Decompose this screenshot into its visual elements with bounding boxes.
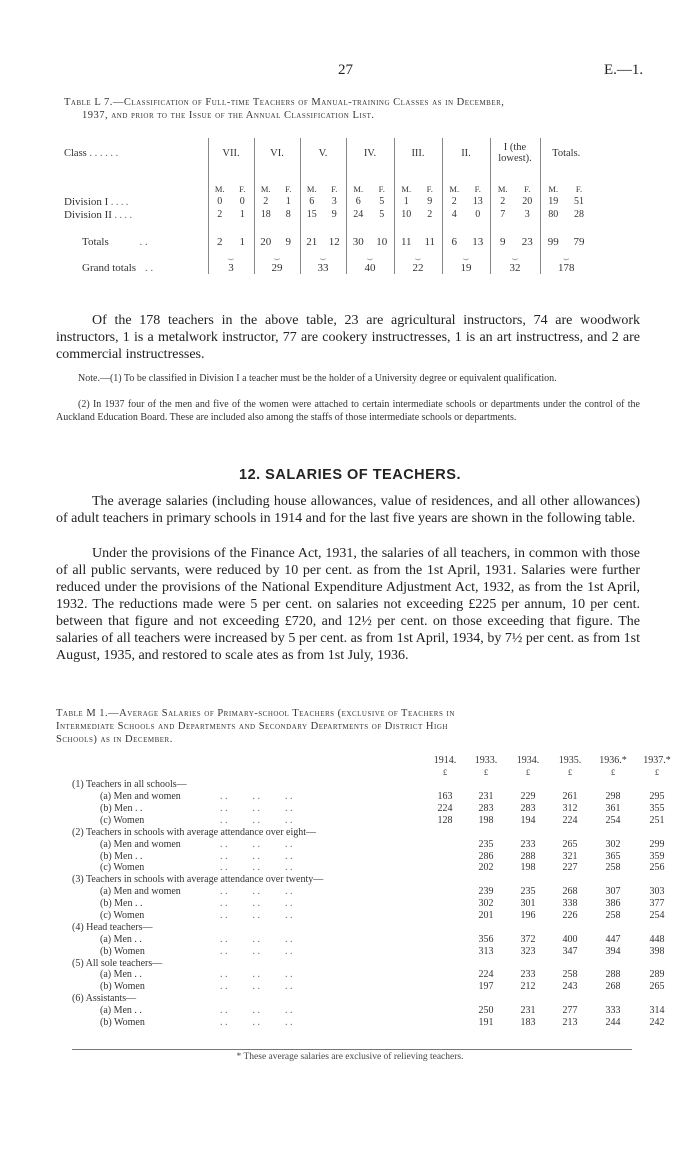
value-cell: 356 (478, 933, 494, 945)
value-cell: 258 (562, 969, 578, 981)
value-cell: 312 (562, 803, 578, 814)
value-cell: 394 (605, 945, 621, 957)
table-row (72, 910, 679, 922)
row-label: Division II . . . . (64, 208, 132, 221)
value-cell: 201 (478, 910, 494, 922)
table-row (72, 981, 679, 993)
group-row (72, 826, 679, 838)
value-cell: 194 (520, 814, 536, 826)
value-cell: 235 (478, 838, 494, 850)
table-row (72, 803, 679, 815)
group-label: (5) All sole teachers— (72, 957, 163, 969)
table2-caption-line2: Intermediate Schools and Departments and Secondary Departments of District High (56, 721, 448, 732)
table1-caption-line1: Table L 7.—Classification of Full-time Teachers of Manual-training Classes as in December, (64, 97, 505, 108)
value-cell: 323 (520, 945, 536, 957)
value-cell (425, 838, 465, 850)
value-cell: 231 (478, 791, 494, 803)
table-row (72, 1017, 679, 1029)
row-label: (c) Women . . . . . . (100, 910, 293, 922)
row-label: (a) Men and women . . . . . . (100, 838, 293, 850)
value-cell: 213 (562, 1017, 578, 1029)
table2-footnote: * These average salaries are exclusive of relieving teachers. (236, 1052, 464, 1062)
value-cell: 372 (520, 933, 536, 945)
value-cell: 386 (605, 898, 621, 910)
table-row (72, 969, 679, 981)
value-cell: 359 (649, 850, 665, 862)
value-cell: 224 (437, 803, 453, 814)
page-number: 27 (338, 62, 353, 78)
table-row (72, 933, 679, 945)
value-cell: 250 (478, 1005, 494, 1017)
value-cell: 198 (478, 814, 494, 826)
value-cell: 302 (605, 838, 621, 850)
class-header: Class . . . . . . (64, 147, 119, 159)
paragraph-teacher-breakdown: Of the 178 teachers in the above table, 23 are agricultural instructors, 74 are woodwork instructors, 1 is a metalwork instructor, 77 are cookery instructresses, 1 is an art instructress, and 2 are commercial instructresses. (56, 313, 640, 362)
value-cell: 447 (605, 933, 621, 945)
value-cell: 289 (649, 969, 665, 981)
group-row (72, 921, 679, 933)
value-cell: 283 (478, 803, 494, 814)
value-cell: 224 (478, 969, 494, 981)
value-cell: 196 (520, 910, 536, 922)
table-row (72, 898, 679, 910)
paragraph-average-salaries: The average salaries (including house allowances, value of residences, and all other allowances) of adult teachers in primary schools in 1914 and for the last five years are shown in the following table. (56, 494, 640, 526)
table2-caption (56, 707, 646, 746)
table-row (72, 838, 679, 850)
table-row (72, 862, 679, 874)
value-cell (425, 1017, 465, 1029)
value-cell: 198 (520, 862, 536, 874)
group-label: (2) Teachers in schools with average attendance over eight— (72, 826, 317, 838)
value-cell: 303 (649, 886, 665, 898)
value-cell (425, 981, 465, 993)
value-cell: 283 (520, 803, 536, 814)
group-row (72, 957, 679, 969)
value-cell: 355 (649, 803, 665, 814)
row-label: (b) Women . . . . . . (100, 1017, 293, 1029)
year-header: 1934. (516, 755, 540, 767)
value-cell: 338 (562, 898, 578, 910)
col-header: VI. (254, 138, 300, 168)
value-cell: 298 (605, 791, 621, 803)
value-cell: 256 (649, 862, 665, 874)
value-cell (425, 933, 465, 945)
classification-table (64, 138, 592, 274)
table-row (72, 886, 679, 898)
mf-header-row: M. F. M. F. M. F. M. F. M. F. M. F. M. F. M. F. (64, 182, 592, 195)
year-header: 1935. (558, 755, 582, 767)
year-header: 1914. (433, 755, 457, 767)
value-cell: 212 (520, 981, 536, 993)
value-cell: 163 (437, 791, 453, 803)
group-label: (4) Head teachers— (72, 921, 153, 933)
value-cell: 227 (562, 862, 578, 874)
value-cell: 243 (562, 981, 578, 993)
value-cell: 268 (605, 981, 621, 993)
value-cell: 288 (605, 969, 621, 981)
table-row: Division I . . . . 0 0 2 1 6 3 6 5 1 9 2 13 2 20 19 51 (64, 195, 584, 208)
value-cell: 254 (649, 910, 665, 922)
row-label: (a) Men . . . . . . . . (100, 969, 293, 981)
table2-caption-line1: Table M 1.—Average Salaries of Primary-school Teachers (exclusive of Teachers in (56, 708, 455, 719)
value-cell: 251 (649, 814, 665, 826)
row-label: (c) Women . . . . . . (100, 862, 293, 874)
value-cell (425, 862, 465, 874)
value-cell: 197 (478, 981, 494, 993)
row-label: (c) Women . . . . . . (100, 814, 293, 826)
row-label: (a) Men . . . . . . . . (100, 933, 293, 945)
table-row (72, 945, 679, 957)
value-cell: 231 (520, 1005, 536, 1017)
col-header: II. (442, 138, 490, 168)
year-header: 1936.* (599, 755, 627, 767)
group-label: (6) Assistants— (72, 993, 137, 1005)
value-cell: 361 (605, 803, 621, 814)
grand-totals-row: Grand totals . . 3 29 33 40 22 19 32 178 (64, 261, 592, 274)
col-header: VII. (208, 138, 254, 168)
value-cell: 286 (478, 850, 494, 862)
value-cell: 202 (478, 862, 494, 874)
note-2: (2) In 1937 four of the men and five of the women were attached to certain intermediate schools or departments under the control of the Auckland Education Board. These are included also among the staffs of those intermediate schools or departments. (56, 399, 640, 423)
value-cell (425, 898, 465, 910)
row-label: (b) Men . . . . . . . . (100, 850, 293, 862)
value-cell: 261 (562, 791, 578, 803)
value-cell: 242 (649, 1017, 665, 1029)
row-label: (b) Men . . . . . . . . (100, 803, 293, 814)
row-label: (a) Men . . . . . . . . (100, 1005, 293, 1017)
value-cell: 191 (478, 1017, 494, 1029)
value-cell: 239 (478, 886, 494, 898)
table-row (72, 791, 679, 803)
grand-totals-label: Grand totals . . (82, 261, 154, 274)
col-header: I (the lowest). (490, 138, 540, 168)
table2-caption-line3: Schools) as in December. (56, 734, 173, 745)
table-row (72, 1005, 679, 1017)
value-cell: 244 (605, 1017, 621, 1029)
group-label: (1) Teachers in all schools— (72, 779, 187, 791)
footnote-rule (72, 1049, 632, 1050)
value-cell (425, 886, 465, 898)
value-cell: 377 (649, 898, 665, 910)
value-cell: 233 (520, 838, 536, 850)
value-cell: 365 (605, 850, 621, 862)
value-cell: 347 (562, 945, 578, 957)
section-heading: 12. SALARIES OF TEACHERS. (239, 467, 461, 483)
value-cell: 183 (520, 1017, 536, 1029)
col-header: III. (394, 138, 442, 168)
value-cell: 295 (649, 791, 665, 803)
page-reference: E.—1. (604, 62, 644, 78)
value-cell: 301 (520, 898, 536, 910)
table-row (72, 814, 679, 826)
value-cell: 258 (605, 862, 621, 874)
value-cell: 321 (562, 850, 578, 862)
value-cell (425, 850, 465, 862)
value-cell: 307 (605, 886, 621, 898)
value-cell: 400 (562, 933, 578, 945)
col-header: V. (300, 138, 346, 168)
group-row (72, 993, 679, 1005)
value-cell (425, 945, 465, 957)
row-label: (b) Men . . . . . . . . (100, 898, 293, 910)
year-header: 1937.* (643, 755, 671, 767)
value-cell (425, 1005, 465, 1017)
group-row (72, 779, 679, 791)
value-cell: 233 (520, 969, 536, 981)
value-cell (425, 910, 465, 922)
value-cell: 265 (649, 981, 665, 993)
row-label: Division I . . . . (64, 195, 129, 208)
table1-header-row (64, 138, 592, 168)
year-header-row (72, 755, 679, 767)
group-row (72, 874, 679, 886)
table-row (72, 850, 679, 862)
note-1: Note.—(1) To be classified in Division I a teacher must be the holder of a University degree or equivalent qualification. (78, 373, 557, 384)
value-cell: 226 (562, 910, 578, 922)
value-cell: 302 (478, 898, 494, 910)
totals-row: Totals . . 2 1 20 9 21 12 30 10 11 11 6 13 9 23 99 79 (64, 235, 592, 248)
value-cell: 314 (649, 1005, 665, 1017)
value-cell: 258 (605, 910, 621, 922)
col-header: Totals. (540, 138, 592, 168)
paragraph-salary-provisions: Under the provisions of the Finance Act, 1931, the salaries of all teachers, in common with those of all public servants, were reduced by 10 per cent. as from the 1st April, 1931. Salaries were further reduced under the provisions of the National Expenditure Adjustment Act, 1932, as from the 1st April, 1932. The reductions made were 5 per cent. on salaries not exceeding £225 per annum, 10 per cent. between that figure and not exceeding £720, and 12½ per cent. on those exceeding that figure. The salaries of all teachers were increased by 5 per cent. as from 1st April, 1934, by 7½ per cent. as from 1st August, 1935, and restored to scale ates as from 1st July, 1936. (56, 546, 640, 663)
year-header: 1933. (474, 755, 498, 767)
totals-label: Totals . . (82, 235, 148, 248)
table1-caption (64, 96, 644, 122)
row-label: (b) Women . . . . . . (100, 945, 293, 957)
value-cell: 398 (649, 945, 665, 957)
row-label: (b) Women . . . . . . (100, 981, 293, 993)
table1-caption-line2: 1937, and prior to the Issue of the Annual Classification List. (82, 110, 375, 121)
value-cell: 265 (562, 838, 578, 850)
col-header: IV. (346, 138, 394, 168)
value-cell: 299 (649, 838, 665, 850)
value-cell: 128 (437, 814, 453, 826)
value-cell: 268 (562, 886, 578, 898)
value-cell: 235 (520, 886, 536, 898)
value-cell: 254 (605, 814, 621, 826)
brace-row: ⏟ ⏟ ⏟ ⏟ ⏟ ⏟ ⏟ ⏟ (64, 248, 592, 261)
value-cell: 229 (520, 791, 536, 803)
value-cell (425, 969, 465, 981)
value-cell: 448 (649, 933, 665, 945)
group-label: (3) Teachers in schools with average attendance over twenty— (72, 874, 324, 886)
value-cell: 313 (478, 945, 494, 957)
salaries-table (72, 755, 679, 1028)
value-cell: 288 (520, 850, 536, 862)
value-cell: 224 (562, 814, 578, 826)
value-cell: 333 (605, 1005, 621, 1017)
page-header (0, 62, 700, 82)
row-label: (a) Men and women . . . . . . (100, 886, 293, 898)
table-row: Division II . . . . 2 1 18 8 15 9 24 5 10 2 4 0 7 3 80 28 (64, 208, 584, 221)
row-label: (a) Men and women . . . . . . (100, 791, 293, 803)
unit-row: £ £ £ £ £ £ (442, 767, 660, 778)
value-cell: 277 (562, 1005, 578, 1017)
